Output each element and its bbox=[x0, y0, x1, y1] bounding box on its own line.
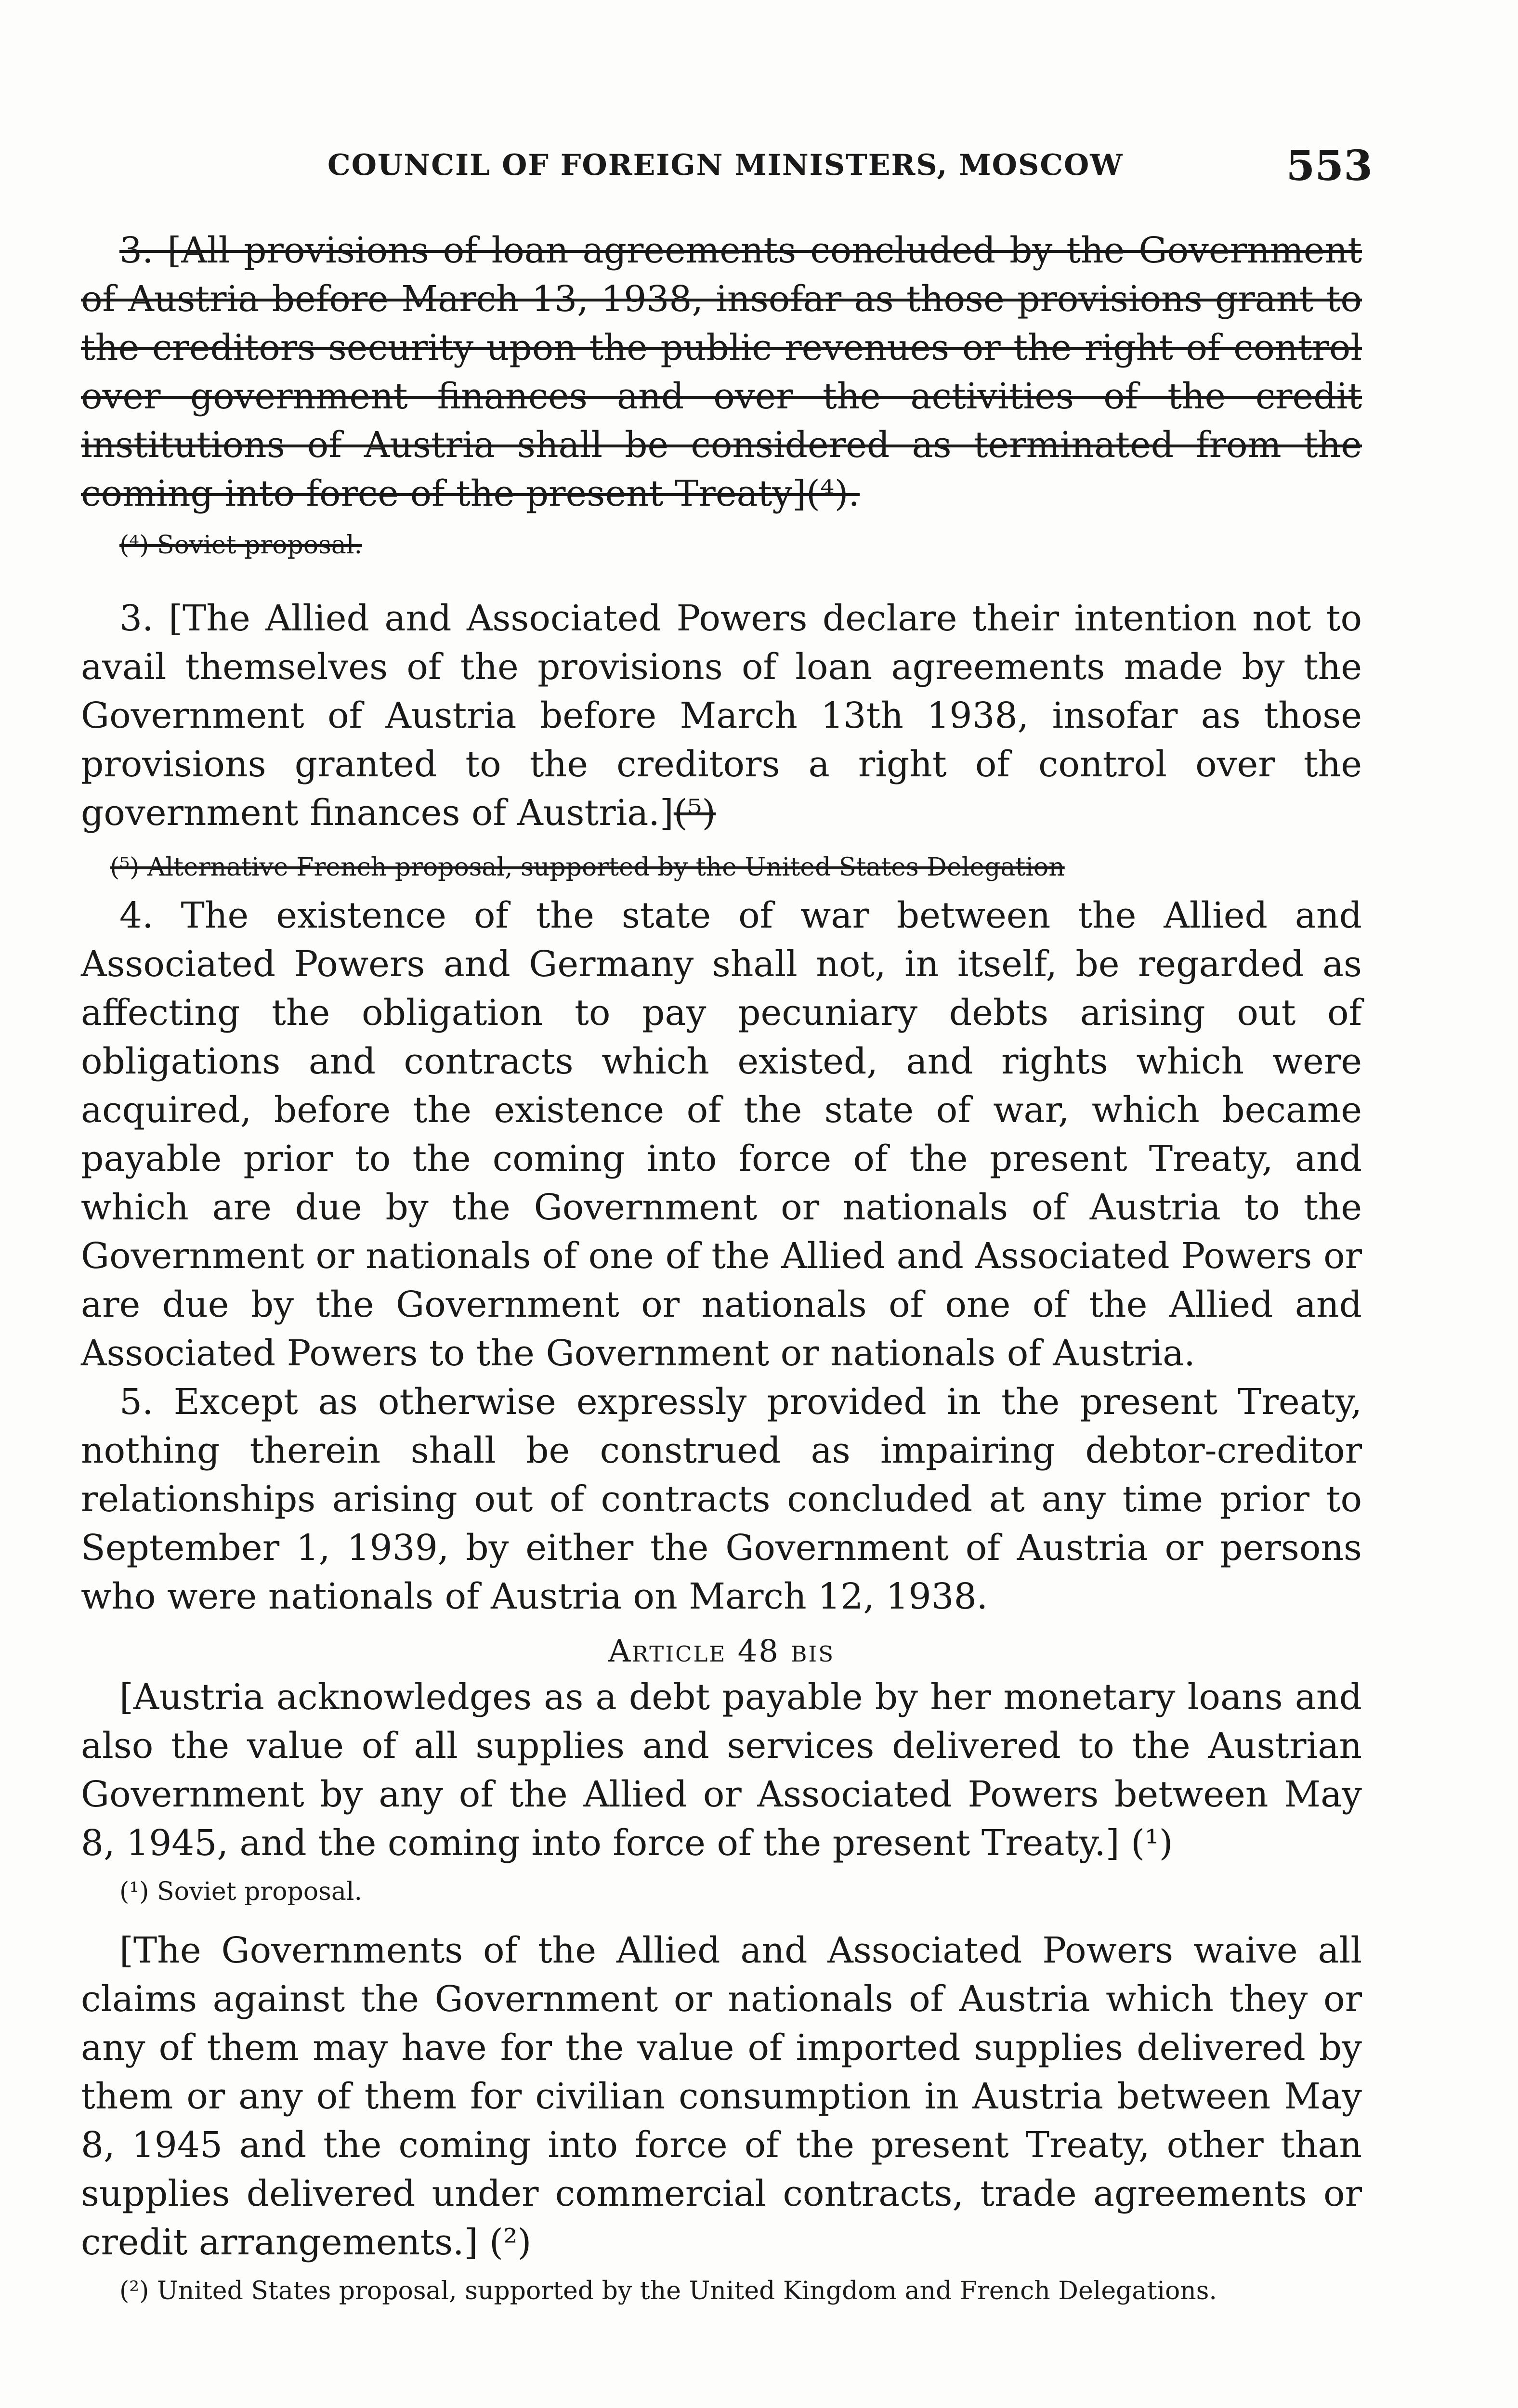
footnote-5: (⁵) Alternative French proposal, supported by the United States Delegation bbox=[110, 853, 1065, 882]
paragraph-3-alternative-text: 3. [The Allied and Associated Powers declare their intention not to avail themselves of the provisions of loan agreements made by the Government of Austria before March 13th 1938, insofar as those provisions granted to the creditors a right of control over the government finances of Austria.] bbox=[81, 598, 1362, 834]
footnote-5-marker: (⁵) bbox=[673, 792, 716, 834]
running-title: COUNCIL OF FOREIGN MINISTERS, MOSCOW bbox=[327, 148, 1124, 182]
paragraph-3-alternative bbox=[81, 594, 1362, 838]
article-heading: Article 48 bis bbox=[608, 1634, 835, 1669]
paragraph-4: 4. The existence of the state of war between the Allied and Associated Powers and Germany shall not, in itself, be regarded as affecting the obligation to pay pecuniary debts arising out of obligations and contracts which existed, and rights which were acquired, before the existence of the state of war, which became payable prior to the coming into force of the present Treaty, and which are due by the Government or nationals of Austria to the Government or nationals of one of the Allied and Associated Powers or are due by the Government or nationals of one of the Allied and Associated Powers to the Government or nationals of Austria. bbox=[81, 895, 1362, 1374]
footnote-2: (²) United States proposal, supported by the United Kingdom and French Delegations. bbox=[119, 2277, 1217, 2305]
paragraph-3-struck: 3. [All provisions of loan agreements concluded by the Government of Austria before March 13, 1938, insofar as those provisions grant to the creditors security upon the public revenues or the right of control over government finances and over the activities of the credit institutions of Austria shall be considered as terminated from the coming into force of the present Treaty](⁴). bbox=[81, 230, 1362, 514]
article-paragraph-2: [The Governments of the Allied and Associated Powers waive all claims against the Government or nationals of Austria which they or any of them may have for the value of imported supplies delivered by them or any of them for civilian consumption in Austria between May 8, 1945 and the coming into force of the present Treaty, other than supplies delivered under commercial contracts, trade agreements or credit arrangements.] (²) bbox=[81, 1930, 1362, 2263]
article-paragraph-1: [Austria acknowledges as a debt payable by her monetary loans and also the value of all supplies and services delivered to the Austrian Government by any of the Allied or Associated Powers between May 8, 1945, and the coming into force of the present Treaty.] (¹) bbox=[81, 1676, 1362, 1864]
paragraph-5: 5. Except as otherwise expressly provided in the present Treaty, nothing therein shall be construed as impairing debtor-creditor relationships arising out of contracts concluded at any time prior to September 1, 1939, by either the Government of Austria or persons who were nationals of Austria on March 12, 1938. bbox=[81, 1381, 1362, 1617]
page-number: 553 bbox=[1286, 142, 1373, 190]
running-head bbox=[82, 144, 1373, 197]
footnote-4: (⁴) Soviet proposal. bbox=[119, 531, 362, 560]
body-text bbox=[81, 226, 1362, 2306]
footnote-1: (¹) Soviet proposal. bbox=[119, 1877, 362, 1906]
